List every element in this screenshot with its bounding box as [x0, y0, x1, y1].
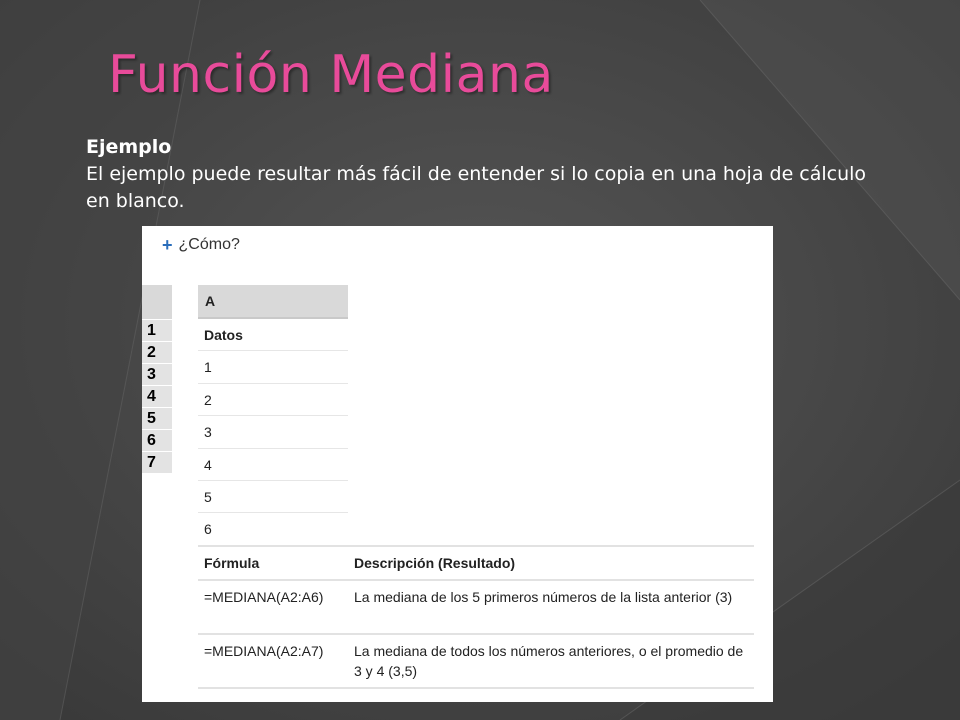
data-cell: 1 — [198, 351, 348, 383]
data-cell: 4 — [198, 449, 348, 481]
formula-cell: =MEDIANA(A2:A6) — [198, 580, 348, 634]
example-panel — [142, 226, 773, 702]
como-label: ¿Cómo? — [178, 236, 240, 253]
row-number: 2 — [142, 341, 172, 363]
data-cell: 6 — [204, 521, 212, 538]
row-number-column — [142, 285, 172, 473]
description-cell: La mediana de los 5 primeros números de la lista anterior (3) — [348, 580, 754, 634]
description-header: Descripción (Resultado) — [348, 546, 754, 580]
data-cell: 2 — [198, 384, 348, 416]
row-number: 3 — [142, 363, 172, 385]
data-cell: 5 — [198, 481, 348, 513]
formula-table — [198, 545, 754, 689]
row-number: 4 — [142, 385, 172, 407]
formula-cell: =MEDIANA(A2:A7) — [198, 634, 348, 688]
slide-title: Función Mediana — [108, 45, 554, 105]
row-number: 7 — [142, 451, 172, 473]
data-cell: 3 — [198, 416, 348, 448]
como-toggle[interactable] — [162, 236, 240, 254]
row-number: 5 — [142, 407, 172, 429]
formula-header: Fórmula — [198, 546, 348, 580]
column-a-header: A — [198, 285, 348, 319]
example-heading: Ejemplo — [86, 136, 172, 158]
table-row — [198, 634, 754, 688]
formula-table-header-row — [198, 546, 754, 580]
row-number-header — [142, 285, 172, 319]
description-cell: La mediana de todos los números anteriores, o el promedio de 3 y 4 (3,5) — [348, 634, 754, 688]
row-number: 1 — [142, 319, 172, 341]
table-row — [198, 580, 754, 634]
data-cell: Datos — [198, 319, 348, 351]
plus-icon[interactable]: + — [162, 235, 173, 255]
row-number: 6 — [142, 429, 172, 451]
intro-paragraph: El ejemplo puede resultar más fácil de entender si lo copia en una hoja de cálculo en blanco. — [86, 163, 867, 212]
intro-text — [86, 134, 886, 215]
data-column-a — [198, 285, 348, 546]
